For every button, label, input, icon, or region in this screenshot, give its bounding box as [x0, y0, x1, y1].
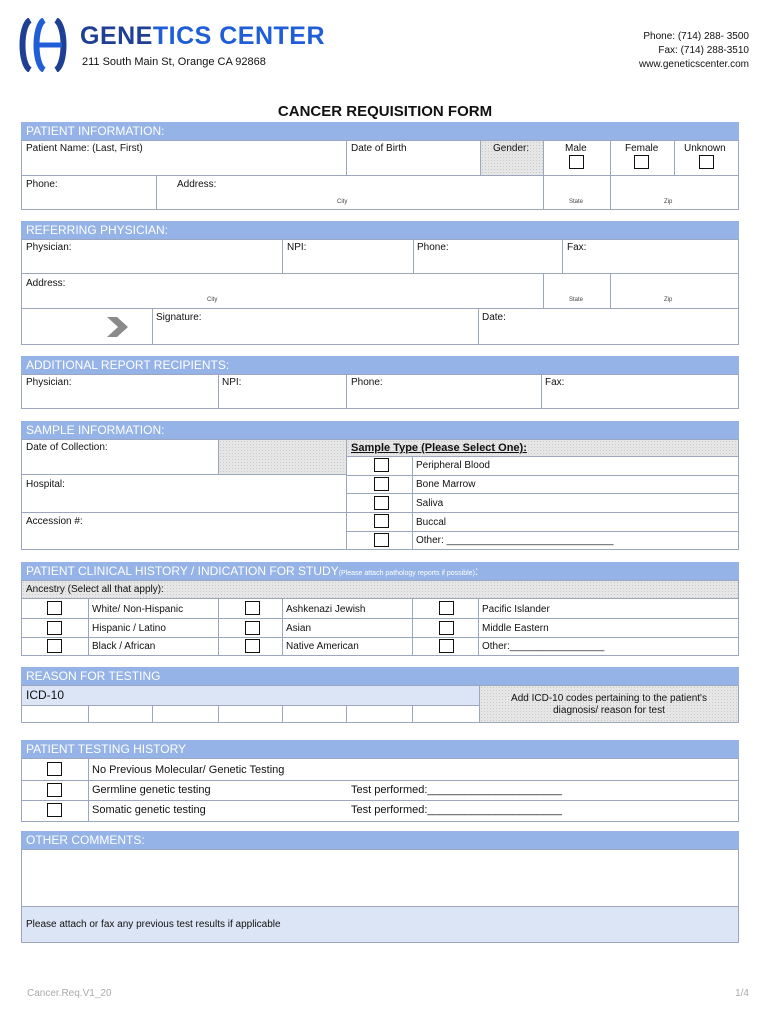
patient-dob-field[interactable]: Date of Birth [351, 143, 407, 154]
ancestry-checkbox[interactable] [47, 601, 62, 615]
icd10-note: Add ICD-10 codes pertaining to the patient's diagnosis/ reason for test [511, 693, 707, 716]
patient-state-caption: State [569, 199, 584, 205]
patient-section-header: PATIENT INFORMATION: [21, 122, 739, 140]
signature-field[interactable]: Signature: [156, 312, 202, 323]
contact-phone: Phone: (714) 288- 3500 [643, 31, 749, 42]
physician-phone-field[interactable]: Phone: [417, 242, 449, 253]
ancestry-ashkenazi: Ashkenazi Jewish [286, 604, 366, 615]
recipient-fax-field[interactable]: Fax: [545, 377, 565, 388]
germline-test-performed-field[interactable]: Test performed:______________________ [351, 784, 563, 796]
sample-type-buccal: Buccal [416, 517, 447, 528]
sample-type-heading: Sample Type (Please Select One): [351, 442, 527, 454]
sample-section-header: SAMPLE INFORMATION: [21, 421, 739, 439]
page-number: 1/4 [735, 988, 749, 999]
history-no-previous: No Previous Molecular/ Genetic Testing [92, 764, 285, 776]
contact-website[interactable]: www.geneticscenter.com [638, 59, 749, 70]
recipient-phone-field[interactable]: Phone: [351, 377, 383, 388]
attach-results-note: Please attach or fax any previous test results if applicable [26, 919, 281, 930]
ancestry-black: Black / African [92, 641, 156, 652]
history-checkbox[interactable] [47, 783, 62, 797]
ancestry-pacific-islander: Pacific Islander [482, 604, 550, 615]
ancestry-label: Ancestry (Select all that apply): [26, 584, 164, 595]
sample-type-peripheral-blood: Peripheral Blood [416, 460, 490, 471]
ancestry-checkbox[interactable] [439, 639, 454, 653]
center-address: 211 South Main St, Orange CA 92868 [82, 56, 266, 68]
reason-section-header: REASON FOR TESTING [21, 667, 739, 685]
patient-name-field[interactable]: Patient Name: (Last, First) [26, 143, 143, 154]
ancestry-checkbox[interactable] [439, 621, 454, 635]
signature-date-field[interactable]: Date: [482, 312, 506, 323]
form-title: CANCER REQUISITION FORM [277, 103, 493, 120]
sample-type-bone-marrow: Bone Marrow [416, 479, 476, 490]
sample-type-other[interactable]: Other: ______________________________ [416, 535, 614, 546]
ancestry-checkbox[interactable] [439, 601, 454, 615]
icd10-label: ICD-10 [26, 688, 65, 702]
patient-address-field[interactable]: Address: [177, 179, 217, 190]
patient-phone-field[interactable]: Phone: [26, 179, 58, 190]
genetics-center-logo-icon [18, 18, 68, 72]
ancestry-other[interactable]: Other:_________________ [482, 641, 605, 652]
gender-male-checkbox[interactable] [569, 155, 584, 169]
ancestry-checkbox[interactable] [47, 639, 62, 653]
physician-zip-caption: Zip [664, 297, 673, 303]
sample-type-checkbox[interactable] [374, 496, 389, 510]
ancestry-asian: Asian [286, 623, 312, 634]
physician-fax-field[interactable]: Fax: [567, 242, 587, 253]
sample-type-checkbox[interactable] [374, 477, 389, 491]
ancestry-middle-eastern: Middle Eastern [482, 623, 549, 634]
history-somatic: Somatic genetic testing [92, 804, 206, 816]
ancestry-checkbox[interactable] [47, 621, 62, 635]
physician-address-field[interactable]: Address: [26, 278, 66, 289]
somatic-test-performed-field[interactable]: Test performed:______________________ [351, 804, 563, 816]
ancestry-native-american: Native American [286, 641, 359, 652]
comments-section-header: OTHER COMMENTS: [21, 831, 739, 849]
recipient-physician-field[interactable]: Physician: [26, 377, 72, 388]
ancestry-hispanic: Hispanic / Latino [92, 623, 166, 634]
recipients-section-header: ADDITIONAL REPORT RECIPIENTS: [21, 356, 739, 374]
gender-female-checkbox[interactable] [634, 155, 649, 169]
gender-unknown-label: Unknown [684, 143, 726, 154]
history-checkbox[interactable] [47, 762, 62, 776]
collection-date-field[interactable]: Date of Collection: [26, 442, 108, 453]
accession-field[interactable]: Accession #: [26, 516, 83, 527]
patient-city-caption: City [337, 199, 348, 205]
recipient-npi-field[interactable]: NPI: [222, 377, 242, 388]
physician-section-header: REFERRING PHYSICIAN: [21, 221, 739, 239]
gender-label: Gender: [493, 143, 530, 154]
sample-type-checkbox[interactable] [374, 458, 389, 472]
physician-npi-field[interactable]: NPI: [287, 242, 307, 253]
gender-unknown-checkbox[interactable] [699, 155, 714, 169]
physician-state-caption: State [569, 297, 584, 303]
sample-type-saliva: Saliva [416, 498, 444, 509]
chevron-right-icon [105, 315, 130, 339]
physician-name-field[interactable]: Physician: [26, 242, 72, 253]
hospital-field[interactable]: Hospital: [26, 479, 65, 490]
form-version: Cancer.Req.V1_20 [27, 988, 112, 999]
gender-female-label: Female [625, 143, 659, 154]
contact-block [639, 30, 749, 72]
sample-type-checkbox[interactable] [374, 514, 389, 528]
physician-city-caption: City [207, 297, 218, 303]
ancestry-white: White/ Non-Hispanic [92, 604, 184, 615]
clinical-section-note: (Please attach pathology reports if possible) [338, 570, 475, 577]
ancestry-checkbox[interactable] [245, 639, 260, 653]
ancestry-checkbox[interactable] [245, 621, 260, 635]
history-checkbox[interactable] [47, 803, 62, 817]
clinical-section-header: PATIENT CLINICAL HISTORY / INDICATION FOR STUDY(Please attach pathology reports if possible): [21, 562, 739, 580]
gender-male-label: Male [565, 143, 587, 154]
patient-zip-caption: Zip [664, 199, 673, 205]
sample-type-checkbox[interactable] [374, 533, 389, 547]
history-germline: Germline genetic testing [92, 784, 211, 796]
ancestry-checkbox[interactable] [245, 601, 260, 615]
brand-name: GENETICS CENTER [80, 22, 326, 50]
contact-fax: Fax: (714) 288-3510 [658, 45, 749, 56]
history-section-header: PATIENT TESTING HISTORY [21, 740, 739, 758]
